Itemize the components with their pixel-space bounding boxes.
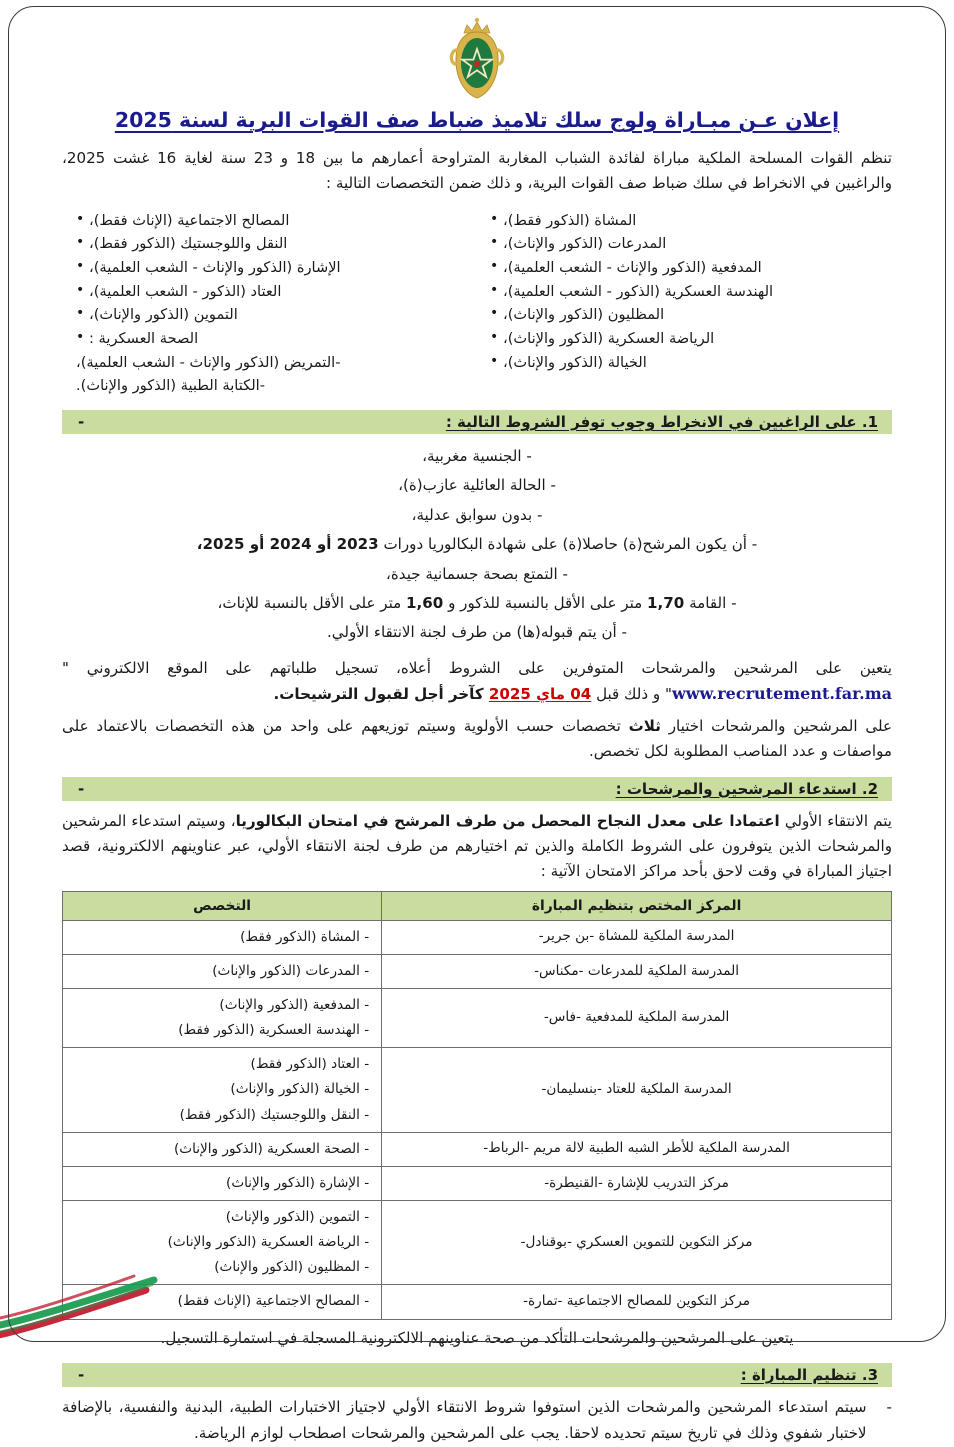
list-item: المصالح الاجتماعية (الإناث فقط)، • bbox=[76, 209, 464, 233]
column-header-center: المركز المختص بتنظيم المباراة bbox=[382, 891, 892, 920]
conditions-list bbox=[62, 442, 892, 648]
deadline-prefix: و ذلك قبل bbox=[591, 685, 665, 704]
list-item: المدرعات (الذكور والإناث)، • bbox=[490, 232, 878, 256]
section-2-dash: - bbox=[78, 779, 85, 798]
intro-line-1: تنظم القوات المسلحة الملكية مباراة لفائدة الشباب المغاربة المتراوحة أعمارهم ما بين 18 و 23 سنة لغاية 16 غشت 2025، bbox=[62, 149, 892, 167]
email-verification-note: يتعين على المرشحين والمرشحات التأكد من صحة عناوينهم الالكترونية المسجلة في استمارة التسجيل. bbox=[160, 1328, 794, 1347]
selection-paragraph bbox=[62, 809, 892, 885]
spec-line: - الهندسة العسكرية (الذكور فقط) bbox=[178, 1022, 370, 1039]
section-3-dash: - bbox=[78, 1365, 85, 1384]
quote-open: " bbox=[62, 658, 69, 677]
condition-bac-years: 2023 أو 2024 أو 2025، bbox=[196, 535, 379, 554]
center-value: مركز التدريب للإشارة -القنيطرة- bbox=[382, 1166, 892, 1200]
spec-line: - المدفعية (الذكور والإناث) bbox=[219, 996, 370, 1013]
spec-line: - الإشارة (الذكور والإناث) bbox=[226, 1174, 370, 1191]
condition-item: - أن يتم قبوله(ها) من طرف لجنة الانتقاء الأولي. bbox=[326, 623, 627, 642]
spec-line: - النقل واللوجستيك (الذكور فقط) bbox=[179, 1106, 370, 1123]
spec-line: - المظليون (الذكور والإناث) bbox=[214, 1259, 370, 1276]
center-value: المدرسة الملكية للمشاة -بن جرير- bbox=[382, 920, 892, 954]
selection-prefix: يتم الانتقاء الأولي bbox=[779, 811, 892, 830]
condition-item: - الحالة العائلية عازب(ة)، bbox=[398, 476, 556, 495]
spec-line: - المدرعات (الذكور والإناث) bbox=[212, 962, 370, 979]
deadline-suffix: كآخر أجل لقبول الترشيحات. bbox=[273, 685, 489, 704]
center-value: المدرسة الملكية للعتاد -بنسليمان- bbox=[382, 1048, 892, 1132]
list-item: الرياضة العسكرية (الذكور والإناث)، • bbox=[490, 327, 878, 351]
specializations-right-column bbox=[490, 209, 878, 398]
specialization-value bbox=[63, 1132, 382, 1166]
exam-centers-table bbox=[62, 891, 892, 1320]
spec-line: - الخيالة (الذكور والإناث) bbox=[230, 1081, 370, 1098]
page-title: إعلان عـن مبـاراة ولوج سلك تلاميذ ضباط صف القوات البرية لسنة 2025 bbox=[114, 108, 840, 132]
selection-suffix: ، وسيتم استدعاء المرشحين والمرشحات الذين يتوفرون على الشروط الكاملة والذين تم اختيارهم من طرف لجنة الانتقاء الأولي، عبر عناوينهم الالكترونية، قصد اجتياز المباراة في وقت لاحق بأحد مراكز الامتحان الآتية : bbox=[62, 811, 892, 881]
specialization-value bbox=[63, 1200, 382, 1284]
specialization-value bbox=[63, 1285, 382, 1319]
royal-armed-forces-emblem bbox=[444, 16, 510, 102]
spec-line: - المشاة (الذكور فقط) bbox=[240, 928, 370, 945]
specializations-right-list bbox=[490, 209, 878, 374]
registration-paragraph bbox=[62, 656, 892, 708]
specialization-value bbox=[63, 920, 382, 954]
section-1-heading: 1. على الراغبين في الانخراط وجوب توفر الشروط التالية : bbox=[445, 412, 878, 431]
spec-line: - الصحة العسكرية (الذكور والإناث) bbox=[173, 1140, 370, 1157]
section-2-header bbox=[62, 777, 892, 801]
quote-close: " bbox=[665, 685, 672, 704]
table-row bbox=[63, 954, 892, 988]
table-row bbox=[63, 1166, 892, 1200]
section-3-bullet bbox=[62, 1395, 892, 1447]
specialization-value bbox=[63, 988, 382, 1047]
table-row bbox=[63, 920, 892, 954]
choice-prefix: على المرشحين والمرشحات اختيار bbox=[660, 716, 892, 735]
table-row bbox=[63, 988, 892, 1047]
section-1-dash: - bbox=[78, 412, 85, 431]
intro-paragraph bbox=[62, 146, 892, 197]
section-1-header bbox=[62, 410, 892, 434]
height-mid: متر على الأقل بالنسبة للذكور و bbox=[443, 593, 648, 612]
specializations-left-list bbox=[76, 209, 464, 351]
column-header-specialization: التخصص bbox=[63, 891, 382, 920]
sub-item: -الكتابة الطبية (الذكور والإناث). bbox=[76, 377, 265, 395]
center-value: المدرسة الملكية للأطر الشبه الطبية لالة مريم -الرباط- bbox=[382, 1132, 892, 1166]
list-item: الهندسة العسكرية (الذكور - الشعب العلمية)، • bbox=[490, 280, 878, 304]
bullet-dash: - bbox=[886, 1397, 892, 1416]
condition-bac-prefix: - أن يكون المرشح(ة) حاصلا(ة) على شهادة البكالوريا دورات bbox=[378, 535, 758, 554]
height-male-value: 1,70 bbox=[647, 593, 685, 612]
spec-line: - الرياضة العسكرية (الذكور والإناث) bbox=[167, 1234, 370, 1251]
selection-criterion: اعتمادا على معدل النجاح المحصل من طرف المرشح في امتحان البكالوريا bbox=[235, 811, 780, 830]
center-value: المدرسة الملكية للمدرعات -مكناس- bbox=[382, 954, 892, 988]
height-female-value: 1,60 bbox=[406, 593, 444, 612]
center-value: المدرسة الملكية للمدفعية -فاس- bbox=[382, 988, 892, 1047]
list-item: الإشارة (الذكور والإناث - الشعب العلمية)، • bbox=[76, 256, 464, 280]
section-3-header bbox=[62, 1363, 892, 1387]
choice-paragraph bbox=[62, 714, 892, 765]
table-row bbox=[63, 1200, 892, 1284]
condition-item: - الجنسية مغربية، bbox=[422, 446, 532, 465]
center-value: مركز التكوين للمصالح الاجتماعية -تمارة- bbox=[382, 1285, 892, 1319]
condition-item: - بدون سوابق عدلية، bbox=[411, 505, 543, 524]
spec-line: - التموين (الذكور والإناث) bbox=[225, 1208, 370, 1225]
list-item: الخيالة (الذكور والإناث)، • bbox=[490, 351, 878, 375]
list-item: المظليون (الذكور والإناث)، • bbox=[490, 303, 878, 327]
condition-item-baccalaureate bbox=[62, 530, 892, 559]
deadline-date: 04 ماي 2025 bbox=[488, 685, 592, 704]
choice-suffix: تخصصات حسب الأولوية وسيتم توزيعهم على واحد من هذه التخصصات بالاعتماد على مواصفات و عدد المناصب المطلوبة لكل تخصص. bbox=[62, 716, 892, 761]
specializations-columns bbox=[62, 209, 892, 398]
list-item: التموين (الذكور والإناث)، • bbox=[76, 303, 464, 327]
list-item: العتاد (الذكور - الشعب العلمية)، • bbox=[76, 280, 464, 304]
condition-item: - التمتع بصحة جسمانية جيدة، bbox=[386, 564, 568, 583]
condition-item-height bbox=[62, 589, 892, 618]
list-item: الصحة العسكرية : • bbox=[76, 327, 464, 351]
choice-count: ثلاث bbox=[628, 716, 661, 735]
list-item: المدفعية (الذكور والإناث - الشعب العلمية)، • bbox=[490, 256, 878, 280]
intro-line-2: والراغبين في الانخراط في سلك ضباط صف القوات البرية، و ذلك ضمن التخصصات التالية : bbox=[325, 174, 892, 193]
center-value: مركز التكوين للتموين العسكري -بوقنادل- bbox=[382, 1200, 892, 1284]
specialization-value bbox=[63, 1048, 382, 1132]
table-row bbox=[63, 1285, 892, 1319]
specialization-value bbox=[63, 1166, 382, 1200]
height-suffix: متر على الأقل بالنسبة للإناث، bbox=[217, 593, 407, 612]
list-item: المشاة (الذكور فقط)، • bbox=[490, 209, 878, 233]
table-row bbox=[63, 1048, 892, 1132]
recruitment-website-link[interactable]: www.recrutement.far.ma bbox=[671, 684, 892, 704]
height-prefix: - القامة bbox=[684, 593, 737, 612]
registration-text: يتعين على المرشحين والمرشحات المتوفرين على الشروط أعلاه، تسجيل طلباتهم على الموقع الالكتروني bbox=[86, 658, 892, 677]
emblem-container bbox=[62, 16, 892, 102]
spec-line: - المصالح الاجتماعية (الإناث فقط) bbox=[177, 1293, 370, 1310]
spec-line: - العتاد (الذكور فقط) bbox=[250, 1056, 370, 1073]
specialization-value bbox=[63, 954, 382, 988]
table-body bbox=[63, 920, 892, 1319]
list-item: النقل واللوجستيك (الذكور فقط)، • bbox=[76, 232, 464, 256]
table-row bbox=[63, 1132, 892, 1166]
specializations-left-column bbox=[76, 209, 464, 398]
section-2-heading: 2. استدعاء المرشحين والمرشحات : bbox=[615, 779, 878, 798]
bullet-text: سيتم استدعاء المرشحين والمرشحات الذين استوفوا شروط الانتقاء الأولي لاجتياز الاختبارات الطبية، البدنية والنفسية، بالإضافة لاختبار شفوي وذلك في تاريخ سيتم تحديده لاحقا. يجب على المرشحين والمرشحات اصطحاب لوازم الرياضة. bbox=[62, 1397, 867, 1442]
sub-item: -التمريض (الذكور والإناث - الشعب العلمية)، bbox=[76, 353, 341, 371]
table-header-row bbox=[63, 891, 892, 920]
section-3-heading: 3. تنظيم المباراة : bbox=[740, 1365, 878, 1384]
